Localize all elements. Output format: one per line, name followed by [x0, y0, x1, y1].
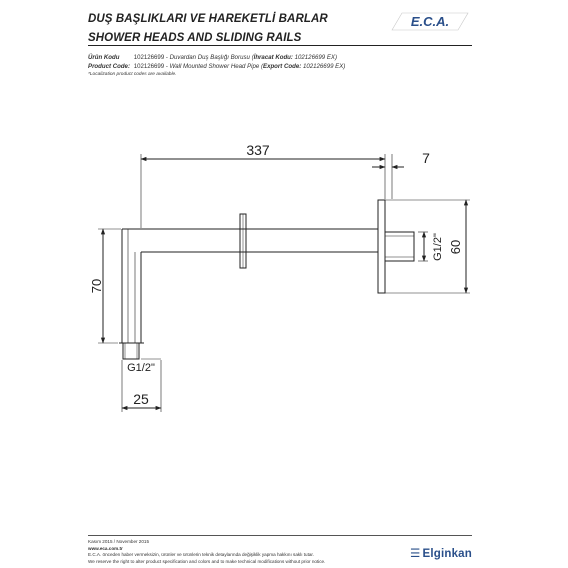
- code-label-en: Product Code:: [88, 62, 130, 70]
- side-thread-fitting: [385, 232, 414, 261]
- dim-width-text: 25: [133, 391, 149, 407]
- wall-flange: [378, 200, 385, 293]
- dim-flange-text: 7: [422, 150, 430, 166]
- dim-height-text: 70: [89, 278, 104, 294]
- code-line-turkish: Ürün Kodu 102126699 - Duvardan Duş Başlığı Borusu (İhracat Kodu: 102126699 EX): [88, 54, 337, 61]
- dim-side-thread-text: G1/2": [432, 233, 444, 261]
- page-footer: [88, 539, 472, 565]
- localization-note: *Localization product codes are available.: [88, 72, 177, 78]
- code-line-english: Product Code: 102126699 - Wall Mounted Shower Head Pipe (Export Code: 102126699 EX): [88, 62, 346, 70]
- footer-divider: [88, 535, 472, 536]
- elginkan-logo: [410, 546, 472, 560]
- logo-text: E.C.A.: [410, 14, 450, 29]
- brand-name: Elginkan: [422, 548, 472, 560]
- dim-flange-height-text: 60: [448, 239, 463, 255]
- dim-bottom-thread-text: G1/2": [127, 362, 155, 374]
- code-label-tr: Ürün Kodu: [88, 54, 120, 61]
- title-english: SHOWER HEADS AND SLIDING RAILS: [88, 32, 302, 44]
- dim-length-text: 337: [246, 142, 270, 158]
- footer-url[interactable]: www.eca.com.tr: [88, 545, 123, 551]
- export-code-tr: 102126699 EX): [294, 54, 337, 61]
- export-label-tr: İhracat Kodu:: [253, 54, 293, 61]
- code-value-tr: 102126699: [133, 54, 165, 61]
- export-code-en: 102126699 EX): [302, 62, 346, 70]
- export-label-en: Export Code:: [263, 62, 302, 70]
- footer-disclaimer-en: We reserve the right to alter product specification and colors and to make technical modifications without prior notice.: [88, 558, 326, 564]
- code-desc-tr: Duvardan Duş Başlığı Borusu (: [169, 54, 254, 61]
- elginkan-mark-icon: ☰: [409, 548, 421, 560]
- footer-disclaimer-tr: E.C.A. önceden haber vermeksizin, ürünler ve ürünlerin teknik detaylarında değişiklik yapma hakkını saklı tutar.: [88, 552, 314, 558]
- code-value-en: 102126699: [133, 62, 165, 70]
- footer-date: Kasım 2015 / November 2015: [88, 539, 150, 544]
- code-desc-en: Wall Mounted Shower Head Pipe (: [169, 62, 263, 70]
- title-turkish: DUŞ BAŞLIKLARI VE HAREKETLİ BARLAR: [88, 13, 328, 25]
